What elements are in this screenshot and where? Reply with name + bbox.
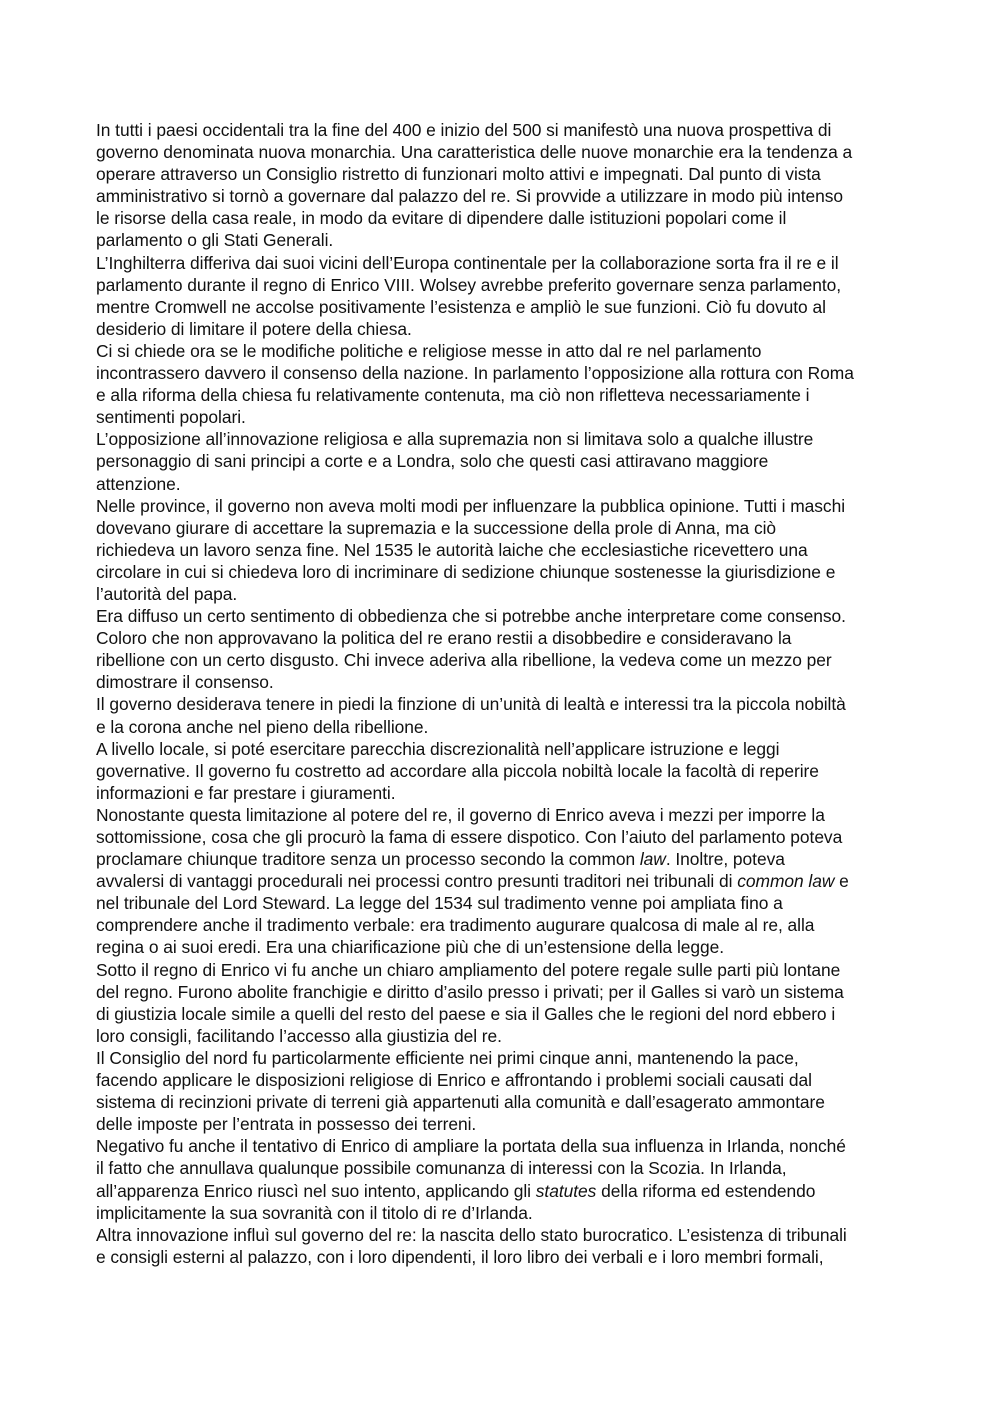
text-line: avvalersi di vantaggi procedurali nei processi contro presunti traditori nei tribunali di common law e <box>96 871 849 892</box>
text-line: Ci si chiede ora se le modifiche politiche e religiose messe in atto dal re nel parlamento <box>96 340 762 361</box>
text-line: L’Inghilterra differiva dai suoi vicini dell’Europa continentale per la collaborazione sorta fra il re e il <box>96 252 839 273</box>
text-line: ribellione con un certo disgusto. Chi invece aderiva alla ribellione, la vedeva come un mezzo per <box>96 650 832 671</box>
text-line: nel tribunale del Lord Steward. La legge del 1534 sul tradimento venne poi ampliata fino a <box>96 893 783 914</box>
text-line: implicitamente la sua sovranità con il titolo di re d’Irlanda. <box>96 1202 533 1223</box>
text-line: sentimenti popolari. <box>96 407 246 428</box>
text-line: informazioni e far prestare i giuramenti. <box>96 782 396 803</box>
text-line: sistema di recinzioni private di terreni già appartenuti alla comunità e dall’esagerato ammontare <box>96 1092 825 1113</box>
italic-term: statutes <box>535 1180 597 1201</box>
paragraph <box>96 738 910 804</box>
text-line: dimostrare il consenso. <box>96 672 274 693</box>
text-line: Coloro che non approvavano la politica del re erano restii a disobbedire e consideravano la <box>96 628 792 649</box>
document-body <box>96 119 910 1268</box>
paragraph <box>96 1135 910 1223</box>
text-line: governo denominata nuova monarchia. Una caratteristica delle nuove monarchie era la tendenza a <box>96 142 853 163</box>
text-line: le risorse della casa reale, in modo da evitare di dipendere dalle istituzioni popolari come il <box>96 208 787 229</box>
italic-term: common law <box>737 871 835 892</box>
text-line: incontrassero davvero il consenso della nazione. In parlamento l’opposizione alla rottura con Roma <box>96 363 854 384</box>
text-line: Il Consiglio del nord fu particolarmente efficiente nei primi cinque anni, mantenendo la pace, <box>96 1047 799 1068</box>
paragraph <box>96 119 910 252</box>
paragraph <box>96 693 910 737</box>
text-line: governative. Il governo fu costretto ad accordare alla piccola nobiltà locale la facoltà di reperire <box>96 760 819 781</box>
paragraph <box>96 804 910 959</box>
text-line: comprendere anche il tradimento verbale: era tradimento augurare qualcosa di male al re, alla <box>96 915 815 936</box>
text-line: attenzione. <box>96 473 181 494</box>
text-line: proclamare chiunque traditore senza un processo secondo la common law. Inoltre, poteva <box>96 849 785 870</box>
paragraph <box>96 252 910 340</box>
text-line: Negativo fu anche il tentativo di Enrico di ampliare la portata della sua influenza in Irlanda, nonché <box>96 1136 846 1157</box>
text-line: Nelle province, il governo non aveva molti modi per influenzare la pubblica opinione. Tutti i maschi <box>96 495 846 516</box>
text-line: amministrativo si tornò a governare dal palazzo del re. Si provvide a utilizzare in modo più intenso <box>96 186 844 207</box>
text-line: Altra innovazione influì sul governo del re: la nascita dello stato burocratico. L’esistenza di tribunali <box>96 1224 847 1245</box>
text-line: l’autorità del papa. <box>96 583 238 604</box>
text-line: Il governo desiderava tenere in piedi la finzione di un’unità di lealtà e interessi tra la piccola nobiltà <box>96 694 846 715</box>
text-line: Nonostante questa limitazione al potere del re, il governo di Enrico aveva i mezzi per imporre la <box>96 804 825 825</box>
text-line: personaggio di sani principi a corte e a Londra, solo che questi casi attiravano maggiore <box>96 451 769 472</box>
text-line: dovevano giurare di accettare la supremazia e la successione della prole di Anna, ma ciò <box>96 517 777 538</box>
text-line: A livello locale, si poté esercitare parecchia discrezionalità nell’applicare istruzione e leggi <box>96 738 780 759</box>
text-line: circolare in cui si chiedeva loro di incriminare di sedizione chiunque sostenesse la giurisdizione e <box>96 561 836 582</box>
text-line: loro consigli, facilitando l’accesso alla giustizia del re. <box>96 1025 502 1046</box>
text-line: e consigli esterni al palazzo, con i loro dipendenti, il loro libro dei verbali e i loro membri formali, <box>96 1246 824 1267</box>
text-line: il fatto che annullava qualunque possibile comunanza di interessi con la Scozia. In Irlanda, <box>96 1158 787 1179</box>
text-line: all’apparenza Enrico riuscì nel suo intento, applicando gli statutes della riforma ed estendendo <box>96 1180 816 1201</box>
text-line: desiderio di limitare il potere della chiesa. <box>96 318 412 339</box>
italic-term: law <box>639 849 666 870</box>
text-line: operare attraverso un Consiglio ristretto di funzionari molto attivi e impegnati. Dal punto di vista <box>96 164 821 185</box>
paragraph <box>96 605 910 693</box>
text-line: parlamento durante il regno di Enrico VIII. Wolsey avrebbe preferito governare senza parlamento, <box>96 274 842 295</box>
text-line: delle imposte per l’entrata in possesso dei terreni. <box>96 1114 477 1135</box>
text-line: mentre Cromwell ne accolse positivamente l’esistenza e ampliò le sue funzioni. Ciò fu dovuto al <box>96 296 826 317</box>
paragraph <box>96 340 910 428</box>
paragraph <box>96 959 910 1047</box>
paragraph <box>96 428 910 494</box>
text-line: e la corona anche nel pieno della ribellione. <box>96 716 429 737</box>
text-line: In tutti i paesi occidentali tra la fine del 400 e inizio del 500 si manifestò una nuova prospettiva di <box>96 120 832 140</box>
paragraph <box>96 1047 910 1135</box>
text-line: di giustizia locale simile a quelli del resto del paese e sia il Galles che le regioni del nord ebbero i <box>96 1003 836 1024</box>
text-line: regina o ai suoi eredi. Era una chiarificazione più che di un’estensione della legge. <box>96 937 725 958</box>
text-line: del regno. Furono abolite franchigie e diritto d’asilo presso i privati; per il Galles si varò un sistema <box>96 981 844 1002</box>
paragraph <box>96 495 910 605</box>
text-line: sottomissione, cosa che gli procurò la fama di essere dispotico. Con l’aiuto del parlamento poteva <box>96 827 843 847</box>
text-line: Sotto il regno di Enrico vi fu anche un chiaro ampliamento del potere regale sulle parti più lontane <box>96 959 841 980</box>
text-line: Era diffuso un certo sentimento di obbedienza che si potrebbe anche interpretare come consenso. <box>96 606 846 627</box>
text-line: e alla riforma della chiesa fu relativamente contenuta, ma ciò non rifletteva necessariamente i <box>96 385 810 406</box>
text-line: facendo applicare le disposizioni religiose di Enrico e affrontando i problemi sociali causati dal <box>96 1070 812 1091</box>
text-line: richiedeva un lavoro senza fine. Nel 1535 le autorità laiche che ecclesiastiche ricevettero una <box>96 539 808 560</box>
text-line: L’opposizione all’innovazione religiosa e alla supremazia non si limitava solo a qualche illustre <box>96 429 814 450</box>
text-line: parlamento o gli Stati Generali. <box>96 230 334 251</box>
paragraph <box>96 1224 910 1268</box>
